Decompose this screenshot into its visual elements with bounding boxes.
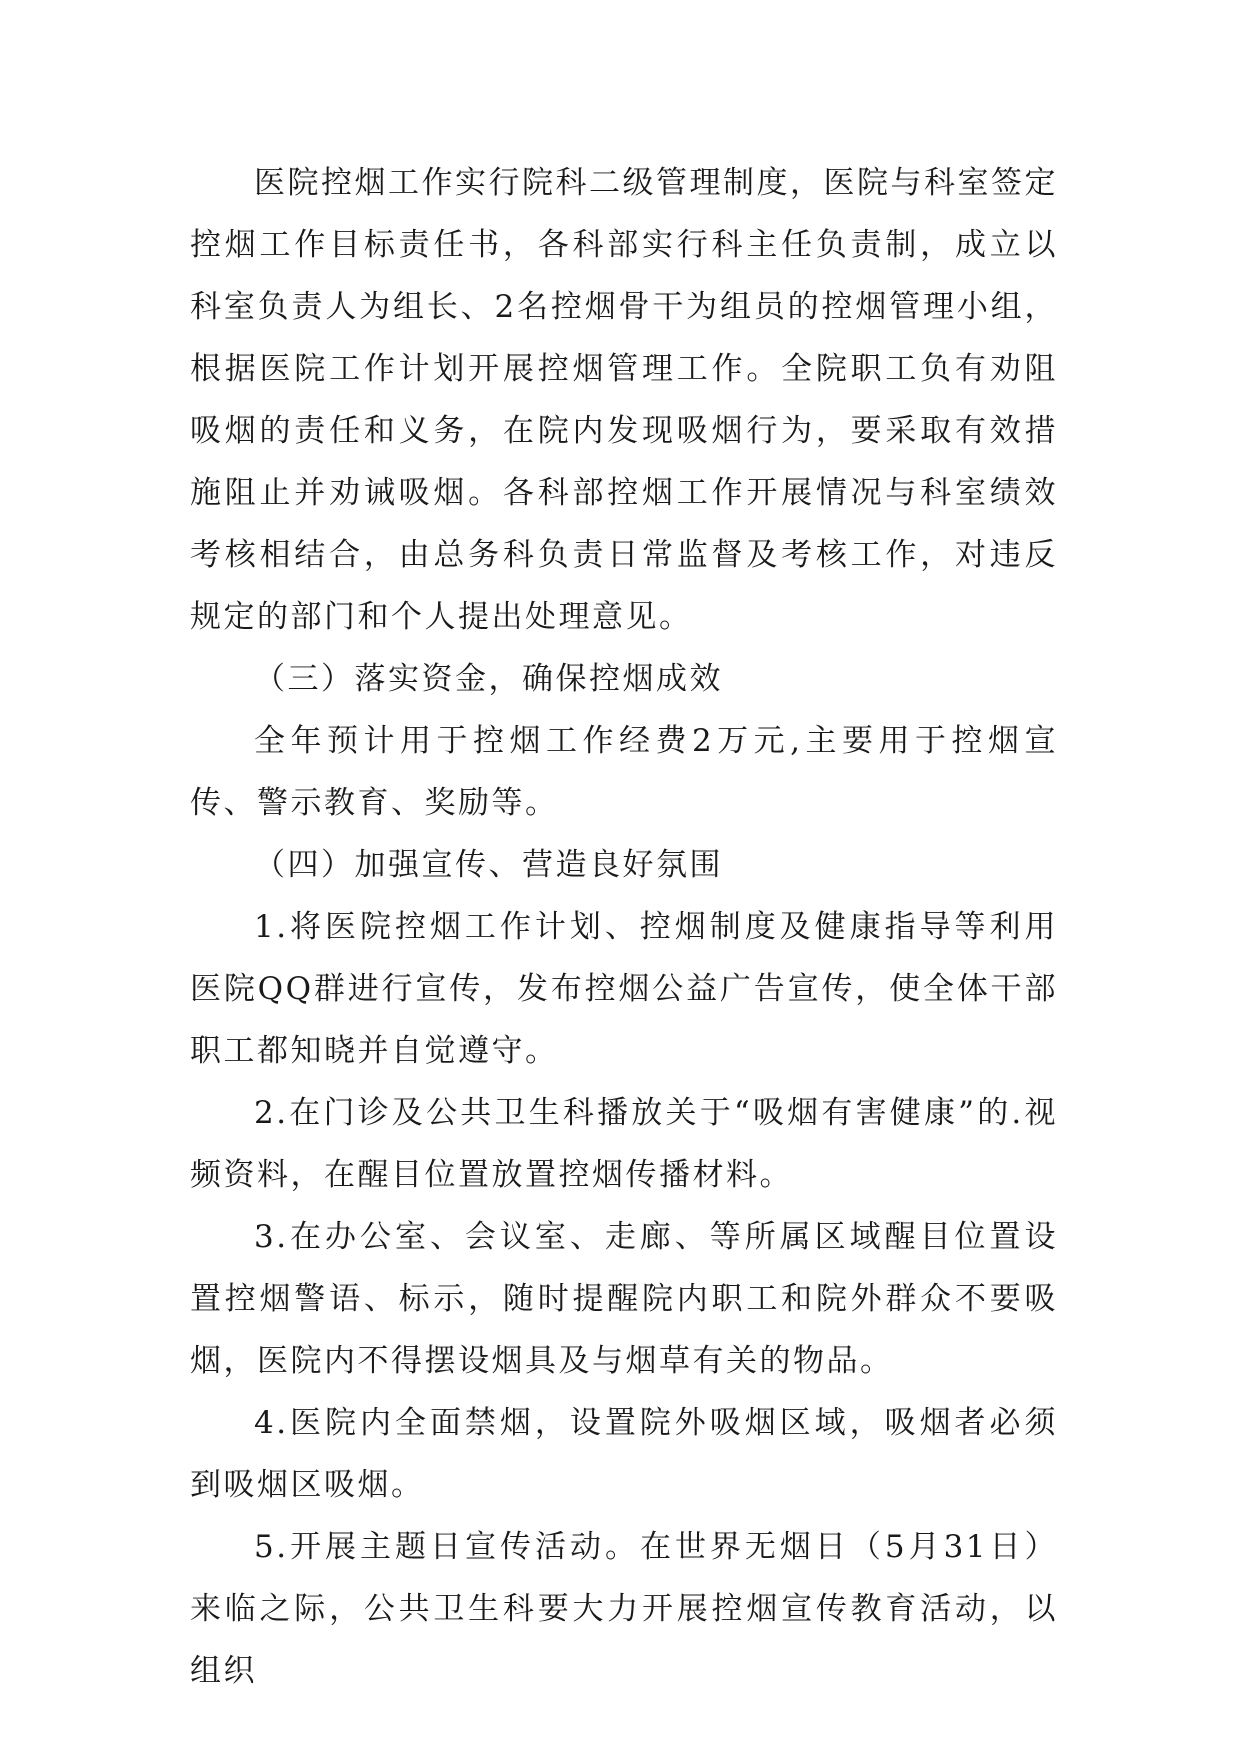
list-item-theme-day: 5.开展主题日宣传活动。在世界无烟日（5月31日）来临之际，公共卫生科要大力开展控烟宣传教育活动，以组织 bbox=[190, 1529, 1058, 1689]
list-item-qq-group: 1.将医院控烟工作计划、控烟制度及健康指导等利用医院QQ群进行宣传，发布控烟公益广告宣传，使全体干部职工都知晓并自觉遵守。 bbox=[190, 909, 1058, 1069]
list-item-video: 2.在门诊及公共卫生科播放关于“吸烟有害健康”的.视频资料，在醒目位置放置控烟传播材料。 bbox=[190, 1095, 1058, 1193]
paragraph-management-system: 医院控烟工作实行院科二级管理制度，医院与科室签定控烟工作目标责任书，各科部实行科主任负责制，成立以科室负责人为组长、2名控烟骨干为组员的控烟管理小组，根据医院工作计划开展控烟管理工作。全院职工负有劝阻吸烟的责任和义务，在院内发现吸烟行为，要采取有效措施阻止并劝诫吸烟。各科部控烟工作开展情况与科室绩效考核相结合，由总务科负责日常监督及考核工作，对违反规定的部门和个人提出处理意见。 bbox=[190, 165, 1058, 635]
list-item-warning-signs: 3.在办公室、会议室、走廊、等所属区域醒目位置设置控烟警语、标示，随时提醒院内职工和院外群众不要吸烟，医院内不得摆设烟具及与烟草有关的物品。 bbox=[190, 1219, 1058, 1379]
list-item-smoking-area: 4.医院内全面禁烟，设置院外吸烟区域，吸烟者必须到吸烟区吸烟。 bbox=[190, 1405, 1058, 1503]
section-heading-funding: （三）落实资金，确保控烟成效 bbox=[254, 661, 723, 697]
section-heading-publicity: （四）加强宣传、营造良好氛围 bbox=[254, 847, 723, 883]
document-body bbox=[190, 152, 1058, 1702]
paragraph-funding: 全年预计用于控烟工作经费2万元,主要用于控烟宣传、警示教育、奖励等。 bbox=[190, 723, 1058, 821]
